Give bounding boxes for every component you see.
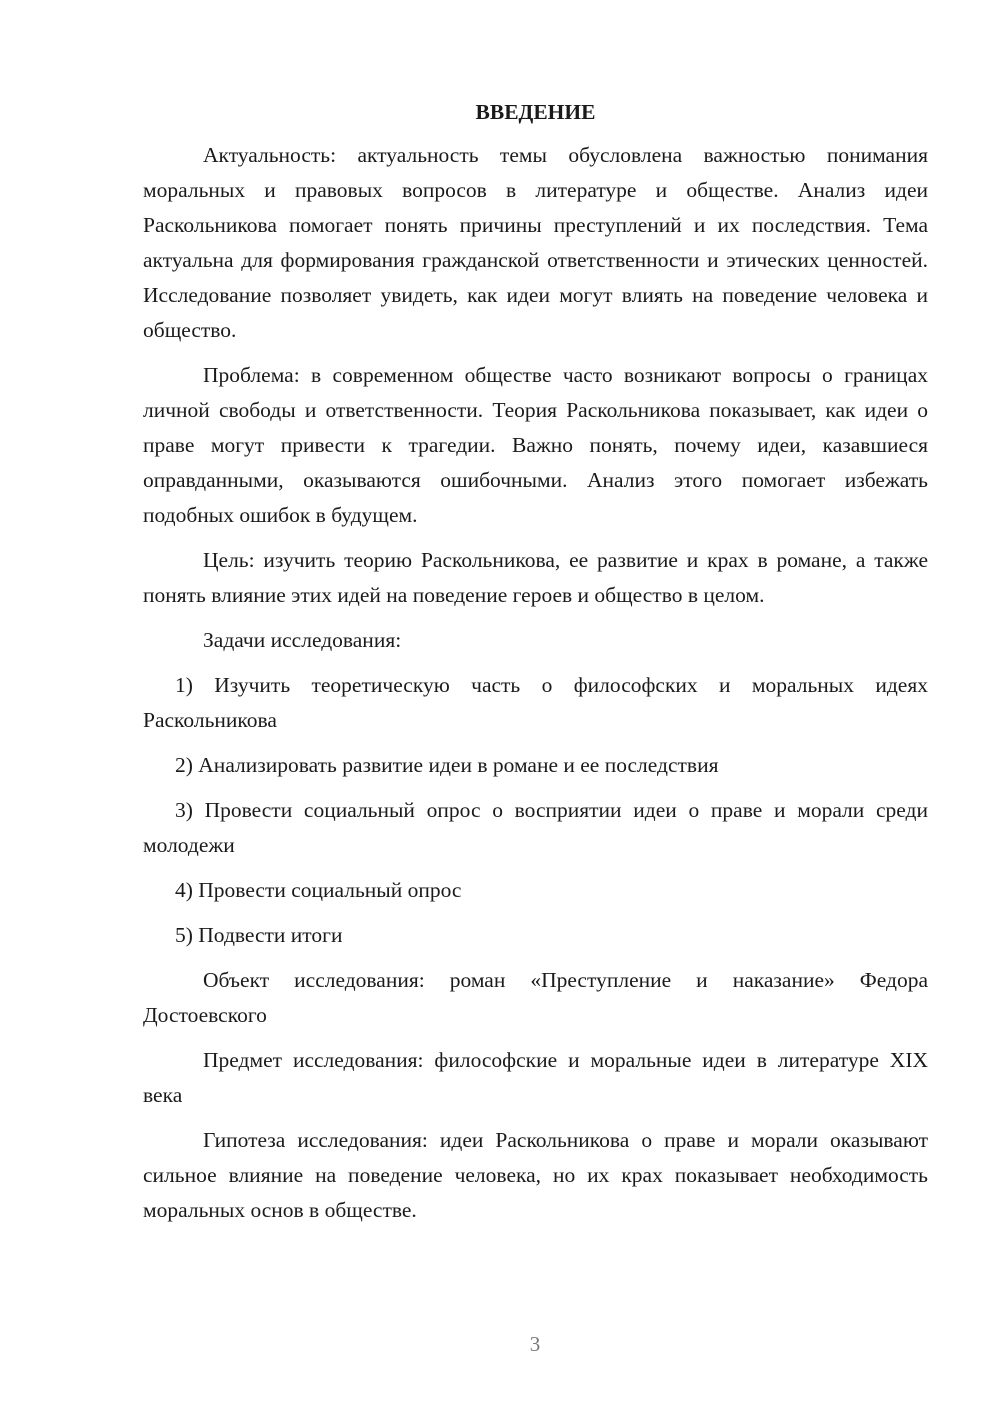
document-page xyxy=(143,96,928,1238)
page-number: 3 xyxy=(529,1332,541,1356)
object-paragraph: Объект исследования: роман «Преступление и наказание» Федора Достоевского xyxy=(143,968,928,1027)
page-title: ВВЕДЕНИЕ xyxy=(475,100,596,124)
tasks-heading: Задачи исследования: xyxy=(203,628,402,652)
list-item: 4) Провести социальный опрос xyxy=(175,878,462,902)
list-item: 1) Изучить теоретическую часть о философских и моральных идеях Раскольникова xyxy=(143,673,928,732)
subject-paragraph: Предмет исследования: философские и моральные идеи в литературе XIX века xyxy=(143,1048,928,1107)
relevance-paragraph: Актуальность: актуальность темы обусловлена важностью понимания моральных и правовых вопросов в литературе и обществе. Анализ идеи Раскольникова помогает понять причины преступлений и их последствия. Тема актуальна для формирования гражданской ответственности и этических ценностей. Исследование позволяет увидеть, как идеи могут влиять на поведение человека и общество. xyxy=(143,143,928,342)
goal-paragraph: Цель: изучить теорию Раскольникова, ее развитие и крах в романе, а также понять влияние этих идей на поведение героев и общество в целом. xyxy=(143,548,928,607)
problem-paragraph: Проблема: в современном обществе часто возникают вопросы о границах личной свободы и ответственности. Теория Раскольникова показывает, как идеи о праве могут привести к трагедии. Важно понять, почему идеи, казавшиеся оправданными, оказываются ошибочными. Анализ этого помогает избежать подобных ошибок в будущем. xyxy=(143,363,928,527)
list-item: 2) Анализировать развитие идеи в романе и ее последствия xyxy=(175,753,719,777)
list-item: 3) Провести социальный опрос о восприятии идеи о праве и морали среди молодежи xyxy=(143,798,928,857)
tasks-list xyxy=(143,668,928,953)
list-item: 5) Подвести итоги xyxy=(175,923,343,947)
hypothesis-paragraph: Гипотеза исследования: идеи Раскольникова о праве и морали оказывают сильное влияние на поведение человека, но их крах показывает необходимость моральных основ в обществе. xyxy=(143,1128,928,1222)
